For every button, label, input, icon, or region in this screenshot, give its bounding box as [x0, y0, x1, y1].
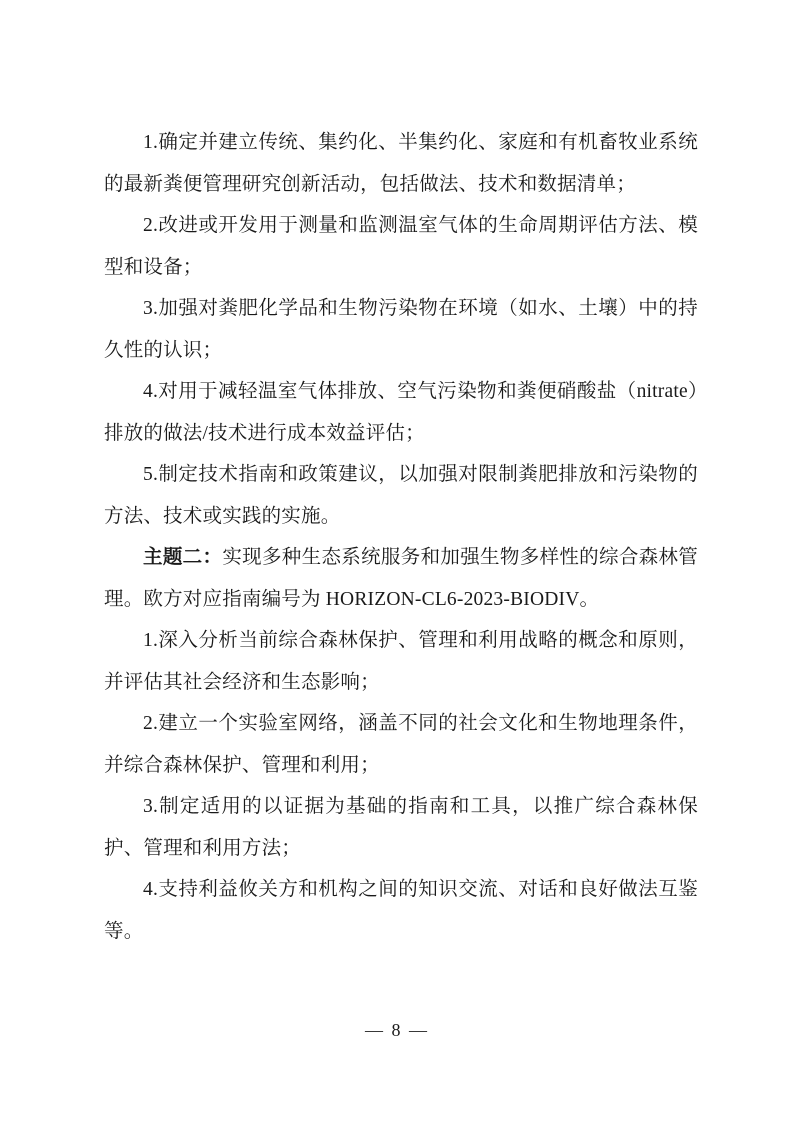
document-body: [104, 122, 698, 952]
topic-heading-label: 主题二：: [143, 547, 223, 568]
topic-item-2: 2.建立一个实验室网络，涵盖不同的社会文化和生物地理条件，并综合森林保护、管理和利用；: [104, 713, 698, 776]
topic-heading-paragraph: [104, 537, 698, 620]
list-item-4: 4.对用于减轻温室气体排放、空气污染物和粪便硝酸盐（nitrate）排放的做法/技术进行成本效益评估；: [104, 381, 698, 444]
topic-item-3: 3.制定适用的以证据为基础的指南和工具，以推广综合森林保护、管理和利用方法；: [104, 796, 698, 859]
list-item-3: 3.加强对粪肥化学品和生物污染物在环境（如水、土壤）中的持久性的认识；: [104, 298, 698, 361]
page-number: — 8 —: [365, 1020, 429, 1040]
list-item-5: 5.制定技术指南和政策建议，以加强对限制粪肥排放和污染物的方法、技术或实践的实施。: [104, 464, 698, 527]
topic-item-4: 4.支持利益攸关方和机构之间的知识交流、对话和良好做法互鉴等。: [104, 879, 698, 942]
list-item-2: 2.改进或开发用于测量和监测温室气体的生命周期评估方法、模型和设备；: [104, 215, 698, 278]
topic-heading-text: 实现多种生态系统服务和加强生物多样性的综合森林管理。欧方对应指南编号为 HORIZON-CL6-2023-BIODIV。: [104, 547, 698, 610]
list-item-1: 1.确定并建立传统、集约化、半集约化、家庭和有机畜牧业系统的最新粪便管理研究创新活动，包括做法、技术和数据清单；: [104, 132, 698, 195]
topic-item-1: 1.深入分析当前综合森林保护、管理和利用战略的概念和原则，并评估其社会经济和生态影响；: [104, 630, 698, 693]
